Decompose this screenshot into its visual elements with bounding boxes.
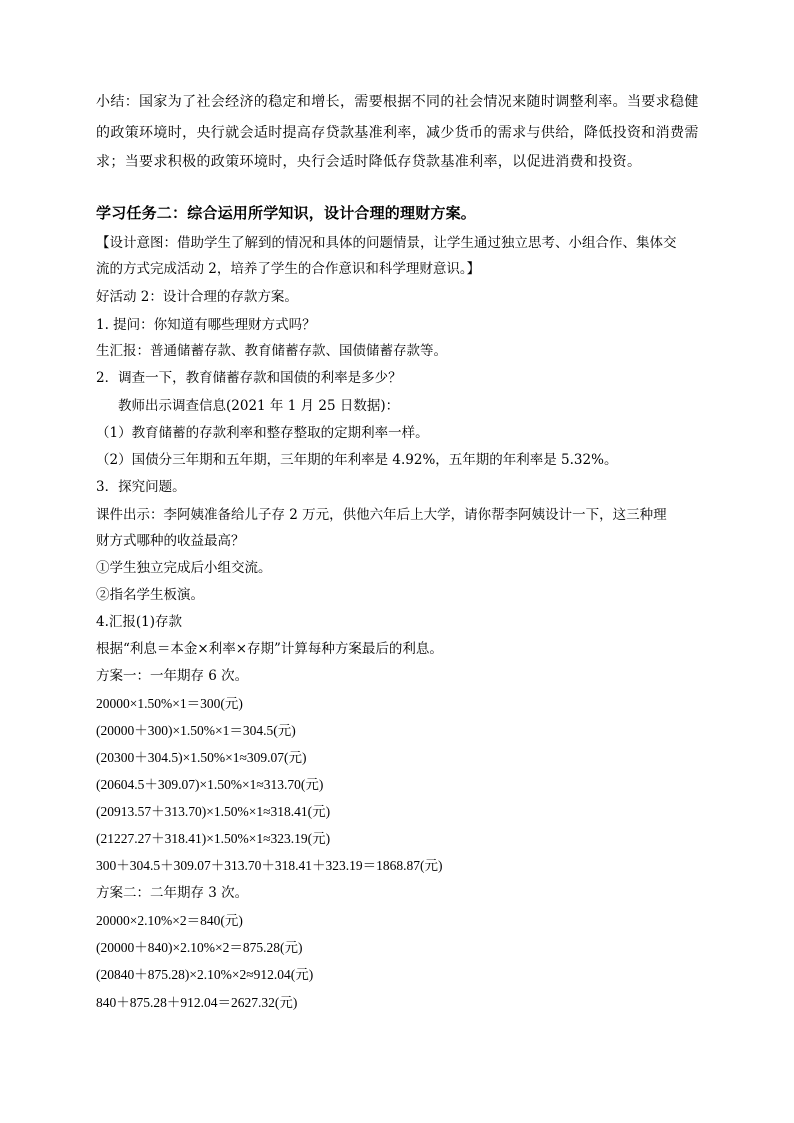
student-report-1: 生汇报：普通储蓄存款、教育储蓄存款、国债储蓄存款等。 xyxy=(96,343,447,359)
survey-info-1: （1）教育储蓄的存款利率和整存整取的定期利率一样。 xyxy=(96,425,429,441)
task-2-heading: 学习任务二：综合运用所学知识，设计合理的理财方案。 xyxy=(96,204,477,222)
plan-2-formula: (20840＋875.28)×2.10%×2≈912.04(元) xyxy=(96,967,314,982)
plan-1-formula: 20000×1.50%×1＝300(元) xyxy=(96,696,243,711)
plan-1-formula: (20604.5＋309.07)×1.50%×1≈313.70(元) xyxy=(96,777,324,792)
plan-1-formula: (20000＋300)×1.50%×1＝304.5(元) xyxy=(96,723,296,738)
plan-1-total: 300＋304.5＋309.07＋313.70＋318.41＋323.19＝1868.87(元) xyxy=(96,858,443,873)
summary-line-1: 小结：国家为了社会经济的稳定和增长，需要根据不同的社会情况来随时调整利率。当要求稳健 xyxy=(96,94,699,110)
plan-2-total: 840＋875.28＋912.04＝2627.32(元) xyxy=(96,995,298,1010)
step-2: ②指名学生板演。 xyxy=(96,587,204,603)
design-intent-line-2: 流的方式完成活动 2，培养了学生的合作意识和科学理财意识。】 xyxy=(96,261,481,277)
courseware-line-2: 财方式哪种的收益最高？ xyxy=(96,533,245,549)
plan-2-formula: 20000×2.10%×2＝840(元) xyxy=(96,913,243,928)
design-intent-line-1: 【设计意图：借助学生了解到的情况和具体的问题情景，让学生通过独立思考、小组合作、集体交 xyxy=(96,235,677,251)
plan-2-formula: (20000＋840)×2.10%×2＝875.28(元) xyxy=(96,940,303,955)
summary-line-2: 的政策环境时，央行就会适时提高存贷款基准利率，减少货币的需求与供给，降低投资和消费需 xyxy=(96,125,699,141)
plan-1-formula: (20913.57＋313.70)×1.50%×1≈318.41(元) xyxy=(96,804,331,819)
activity-2-title: 好活动 2：设计合理的存款方案。 xyxy=(96,289,298,305)
plan-1-formula: (21227.27＋318.41)×1.50%×1≈323.19(元) xyxy=(96,831,331,846)
question-2: 2．调查一下，教育储蓄存款和国债的利率是多少？ xyxy=(96,370,402,386)
step-1: ①学生独立完成后小组交流。 xyxy=(96,560,272,576)
plan-2-title: 方案二：二年期存 3 次。 xyxy=(96,885,249,901)
summary-line-3: 求；当要求积极的政策环境时，央行会适时降低存贷款基准利率，以促进消费和投资。 xyxy=(96,154,642,170)
interest-rule: 根据“利息＝本金×利率×存期”计算每种方案最后的利息。 xyxy=(96,641,443,657)
survey-info-intro: 教师出示调查信息(2021 年 1 月 25 日数据)： xyxy=(118,398,400,414)
report-heading: 4.汇报(1)存款 xyxy=(96,614,183,630)
question-1: 1. 提问：你知道有哪些理财方式吗？ xyxy=(96,317,316,333)
plan-1-formula: (20300＋304.5)×1.50%×1≈309.07(元) xyxy=(96,750,307,765)
plan-1-title: 方案一：一年期存 6 次。 xyxy=(96,668,249,684)
courseware-line-1: 课件出示：李阿姨准备给儿子存 2 万元，供他六年后上大学，请你帮李阿姨设计一下，这三种理 xyxy=(96,507,667,523)
survey-info-2: （2）国债分三年期和五年期，三年期的年利率是 4.92%，五年期的年利率是 5.32%。 xyxy=(96,452,618,468)
question-3: 3．探究问题。 xyxy=(96,479,186,495)
